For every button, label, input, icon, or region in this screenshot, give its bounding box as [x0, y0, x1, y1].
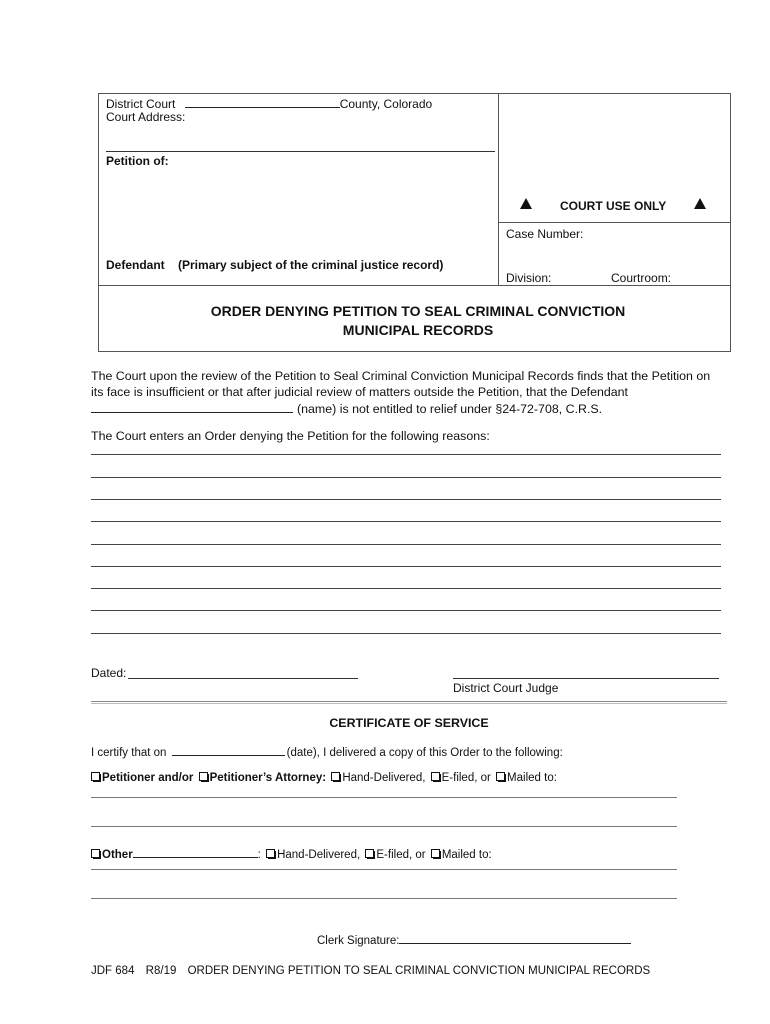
defendant-label: Defendant — [106, 258, 165, 272]
other-e-filed-label: E-filed, or — [376, 849, 426, 861]
court-use-only: COURT USE ONLY — [560, 199, 667, 213]
district-court-label: District Court — [106, 97, 176, 111]
defendant-name-field[interactable] — [91, 400, 293, 413]
reason-line[interactable] — [91, 521, 721, 522]
other-name-field[interactable] — [133, 845, 258, 858]
clerk-signature-row — [317, 931, 631, 947]
other-hand-delivered-checkbox[interactable] — [266, 849, 275, 858]
certify-suffix: (date), I delivered a copy of this Order to the following: — [286, 747, 563, 759]
case-number-label: Case Number: — [506, 227, 584, 241]
footer-form-id: JDF 684 — [91, 965, 135, 977]
other-mailed-to-checkbox[interactable] — [431, 849, 440, 858]
triangle-right-icon — [694, 198, 706, 212]
reason-line[interactable] — [91, 544, 721, 545]
mailed-to-label: Mailed to: — [507, 772, 557, 784]
county-field[interactable] — [185, 95, 340, 108]
petitioner-address-line[interactable] — [91, 826, 677, 827]
findings-line-3-text: (name) is not entitled to relief under §24-72-708, C.R.S. — [297, 402, 603, 416]
other-hand-delivered-label: Hand-Delivered, — [277, 849, 361, 861]
court-use-divider — [498, 222, 731, 223]
section-divider — [91, 701, 727, 702]
reason-line[interactable] — [91, 454, 721, 455]
section-divider-2 — [91, 703, 727, 704]
hand-delivered-label: Hand-Delivered, — [342, 772, 426, 784]
e-filed-checkbox[interactable] — [431, 772, 440, 781]
footer — [91, 965, 650, 977]
reason-line[interactable] — [91, 633, 721, 634]
title-line-2: MUNICIPAL RECORDS — [342, 322, 494, 338]
triangle-left-icon — [520, 198, 532, 212]
courtroom-label: Courtroom: — [611, 271, 672, 285]
judge-signature-line[interactable] — [453, 678, 719, 679]
petitioner-attorney-label: Petitioner’s Attorney — [209, 772, 323, 784]
defendant-note: (Primary subject of the criminal justice record) — [178, 258, 444, 272]
petitioner-label: Petitioner and/or — [102, 772, 194, 784]
petitioner-row: Petitioner and/or Petitioner’s Attorney: Hand-Delivered, E-filed, or Mailed to: — [91, 772, 557, 784]
other-row: Other : Hand-Delivered, E-filed, or Mailed to: — [91, 845, 492, 861]
other-mailed-to-label: Mailed to: — [441, 849, 492, 861]
e-filed-label: E-filed, or — [441, 772, 491, 784]
division-label: Division: — [506, 271, 552, 285]
certify-prefix: I certify that on — [91, 747, 167, 759]
other-label: Other — [102, 849, 133, 861]
dated-field[interactable] — [128, 678, 358, 679]
findings-line-3 — [91, 400, 726, 417]
other-address-line[interactable] — [91, 898, 677, 899]
findings-line-2: its face is insufficient or that after judicial review of matters outside the Petition, that the Defendant — [91, 385, 628, 399]
petitioner-address-line[interactable] — [91, 797, 677, 798]
petitioner-attorney-checkbox[interactable] — [199, 772, 208, 781]
reason-line[interactable] — [91, 610, 721, 611]
county-label: County, Colorado — [339, 97, 433, 111]
caption-horizontal-divider — [98, 285, 731, 286]
document-title — [98, 302, 738, 340]
other-e-filed-checkbox[interactable] — [365, 849, 374, 858]
clerk-signature-label: Clerk Signature: — [317, 935, 400, 947]
district-court-row — [106, 95, 432, 111]
court-address-label: Court Address: — [106, 110, 186, 124]
caption-vertical-divider — [498, 93, 499, 285]
other-checkbox[interactable] — [91, 849, 100, 858]
reason-line[interactable] — [91, 499, 721, 500]
findings-paragraph — [91, 368, 726, 417]
judge-label: District Court Judge — [453, 681, 559, 695]
petition-of-label: Petition of: — [106, 154, 169, 168]
certificate-heading: CERTIFICATE OF SERVICE — [329, 716, 489, 730]
defendant-row — [106, 258, 443, 272]
reasons-intro: The Court enters an Order denying the Petition for the following reasons: — [91, 429, 490, 443]
petition-divider — [106, 151, 495, 152]
clerk-signature-field[interactable] — [399, 931, 631, 944]
petitioner-checkbox[interactable] — [91, 772, 100, 781]
findings-line-1: The Court upon the review of the Petition to Seal Criminal Conviction Municipal Records finds that the Petition on — [91, 369, 711, 383]
hand-delivered-checkbox[interactable] — [331, 772, 340, 781]
footer-revision: R8/19 — [145, 965, 177, 977]
mailed-to-checkbox[interactable] — [496, 772, 505, 781]
reason-line[interactable] — [91, 588, 721, 589]
certify-row — [91, 743, 563, 759]
other-address-line[interactable] — [91, 869, 677, 870]
title-line-1: ORDER DENYING PETITION TO SEAL CRIMINAL CONVICTION — [210, 303, 626, 319]
reason-line[interactable] — [91, 566, 721, 567]
footer-form-title: ORDER DENYING PETITION TO SEAL CRIMINAL CONVICTION MUNICIPAL RECORDS — [187, 965, 651, 977]
dated-label: Dated: — [91, 666, 127, 680]
reason-line[interactable] — [91, 477, 721, 478]
service-date-field[interactable] — [172, 743, 285, 756]
